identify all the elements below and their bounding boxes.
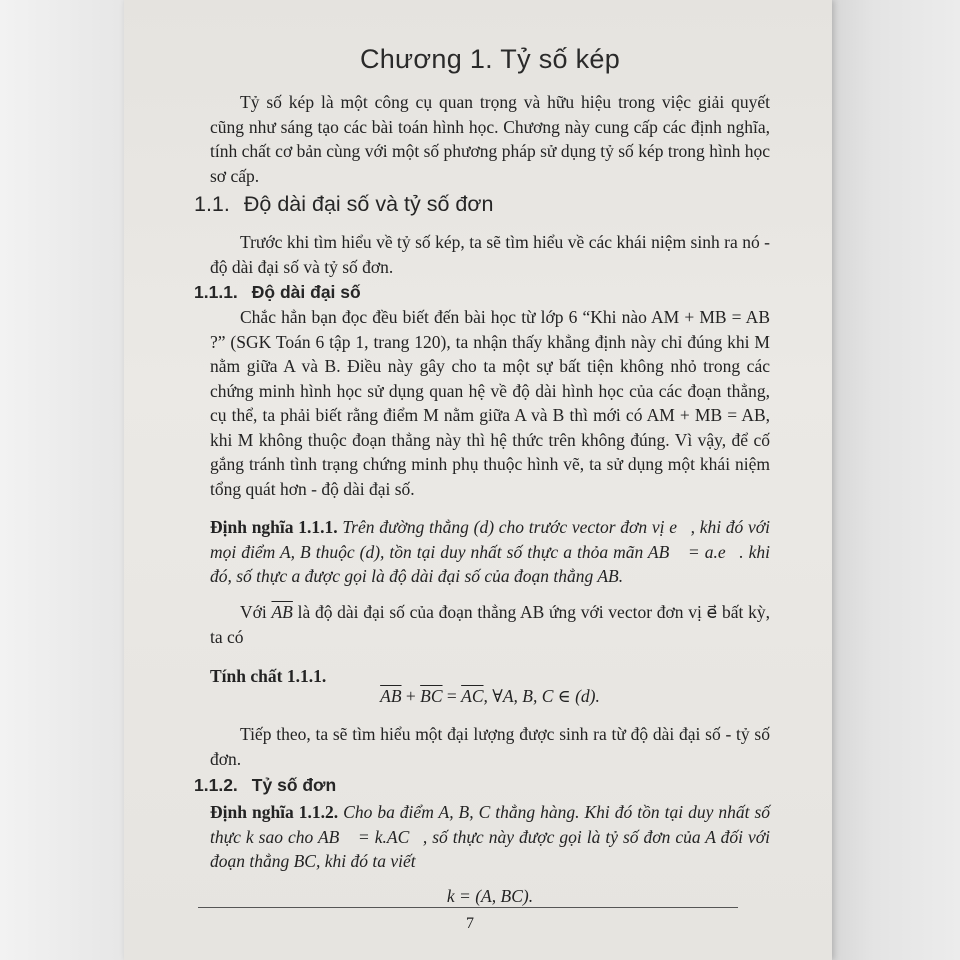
formula-k (210, 886, 770, 907)
section-number: 1.1.1. (194, 282, 238, 302)
op-eq: = (442, 686, 462, 706)
section-heading-1-1 (194, 192, 493, 217)
section-number: 1.1. (194, 192, 230, 216)
definition-text: Trên đường thẳng (d) cho trước vector đơn vị e⃗, khi đó với mọi điểm A, B thuộc (d), tồn tại duy nhất số thực a thỏa mãn AB⃗ = a.e⃗. khi đó, số thực a được gọi là độ dài đại số của đoạn thẳng AB. (210, 517, 771, 586)
property-label: Tính chất 1.1.1. (210, 666, 327, 686)
term-bc: $\overline{BC}$ (420, 686, 443, 706)
definition-label: Định nghĩa 1.1.2. (210, 802, 339, 822)
book-page (124, 0, 832, 960)
term-ab: $\overline{AB}$ (380, 686, 402, 706)
text-part: là độ dài đại số của đoạn thẳng AB ứng với vector đơn vị e⃗ bất kỳ, ta có (210, 602, 771, 647)
chapter-title: Chương 1. Tỷ số kép (359, 44, 621, 74)
background-right (828, 0, 960, 960)
section-title: Độ dài đại số (251, 282, 361, 302)
section-title: Tỷ số đơn (251, 775, 337, 795)
property-formula (210, 686, 770, 707)
footer-rule (198, 907, 738, 908)
definition-text: Cho ba điểm A, B, C thẳng hàng. Khi đó tồn tại duy nhất số thực k sao cho AB⃗ = k.AC⃗, số thực này được gọi là tỷ số đơn của A đối với đoạn thẳng BC, khi đó ta viết (210, 802, 771, 871)
page-number: 7 (466, 915, 474, 932)
formula-tail: , ∀A, B, C ∈ (d). (483, 686, 600, 706)
property-1-1-1-label (210, 664, 770, 689)
after-definition-paragraph (210, 600, 770, 649)
section-heading-1-1-2 (194, 775, 336, 796)
formula-k-text: k = (A, BC). (446, 886, 534, 906)
section-heading-1-1-1 (194, 282, 361, 303)
text-part: Với (240, 602, 272, 622)
page-content (194, 0, 771, 960)
term-ac: $\overline{AC}$ (461, 686, 484, 706)
algebraic-length-ab: $\overline{AB}$ (271, 602, 293, 622)
section-title: Độ dài đại số và tỷ số đơn (243, 192, 494, 216)
section-1-1-paragraph: Trước khi tìm hiểu về tỷ số kép, ta sẽ tìm hiểu về các khái niệm sinh ra nó - độ dài đại số và tỷ số đơn. (210, 232, 770, 277)
op-plus: + (401, 686, 421, 706)
section-1-1-1-paragraph: Chắc hẳn bạn đọc đều biết đến bài học từ lớp 6 “Khi nào AM + MB = AB ?” (SGK Toán 6 tập 1, trang 120), ta nhận thấy khẳng định này chỉ đúng khi M nằm giữa A và B. Điều này gây cho ta một sự bất tiện không nhỏ trong các chứng minh hình học sử dụng quan hệ về độ dài hình học của các đoạn thẳng, cụ thể, ta phải biết rằng điểm M nằm giữa A và B thì mới có AM + MB = AB, khi M không thuộc đoạn thẳng này thì hệ thức trên không đúng. Vì vậy, để cố gắng tránh tình trạng chứng minh phụ thuộc hình vẽ, ta sử dụng một khái niệm tổng quát hơn - độ dài đại số. (210, 307, 770, 499)
transition-paragraph: Tiếp theo, ta sẽ tìm hiểu một đại lượng được sinh ra từ độ dài đại số - tỷ số đơn. (210, 724, 770, 769)
section-number: 1.1.2. (194, 775, 238, 795)
background-left (0, 0, 128, 960)
definition-1-1-2 (210, 800, 770, 874)
definition-1-1-1 (210, 515, 770, 589)
intro-paragraph: Tỷ số kép là một công cụ quan trọng và hữu hiệu trong việc giải quyết cũng như sáng tạo các bài toán hình học. Chương này cung cấp các định nghĩa, tính chất cơ bản cùng với một số phương pháp sử dụng tỷ số kép trong hình học sơ cấp. (210, 92, 770, 186)
definition-label: Định nghĩa 1.1.1. (210, 517, 338, 537)
